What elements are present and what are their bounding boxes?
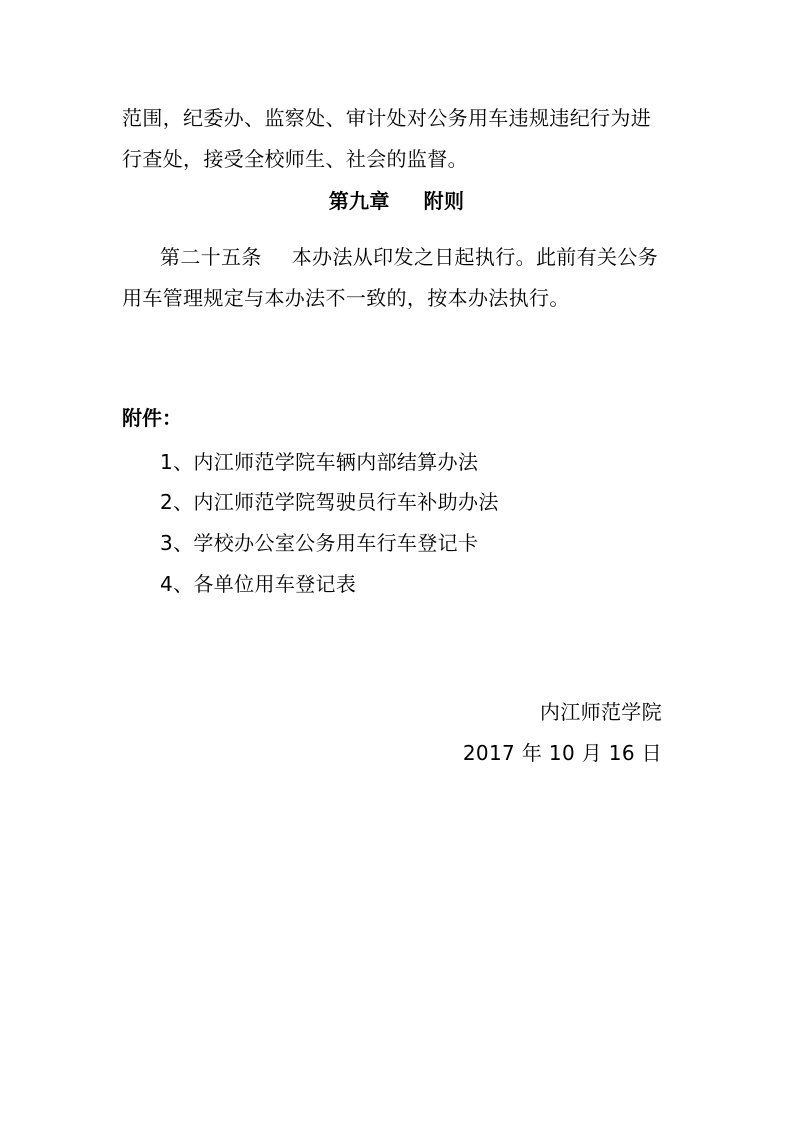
paragraph-line: 范围，纪委办、监察处、审计处对公务用车违规违纪行为进 — [122, 106, 652, 130]
article-text: 本办法从印发之日起执行。此前有关公务 — [291, 245, 659, 269]
article-line: 用车管理规定与本办法不一致的，按本办法执行。 — [122, 286, 570, 310]
attachments-heading: 附件： — [122, 406, 182, 430]
article-number: 第二十五条 — [160, 245, 262, 269]
attachment-item: 1、内江师范学院车辆内部结算办法 — [160, 450, 479, 474]
article-line — [160, 245, 658, 269]
attachment-item: 4、各单位用车登记表 — [160, 572, 357, 596]
chapter-heading — [0, 189, 793, 213]
paragraph-line: 行查处，接受全校师生、社会的监督。 — [122, 147, 468, 171]
signature-date: 2017 年 10 月 16 日 — [462, 741, 662, 765]
attachment-item: 3、学校办公室公务用车行车登记卡 — [160, 531, 479, 555]
attachment-item: 2、内江师范学院驾驶员行车补助办法 — [160, 490, 499, 514]
chapter-title: 附则 — [423, 189, 465, 213]
chapter-number: 第九章 — [328, 189, 390, 213]
signature-organization: 内江师范学院 — [539, 700, 662, 724]
